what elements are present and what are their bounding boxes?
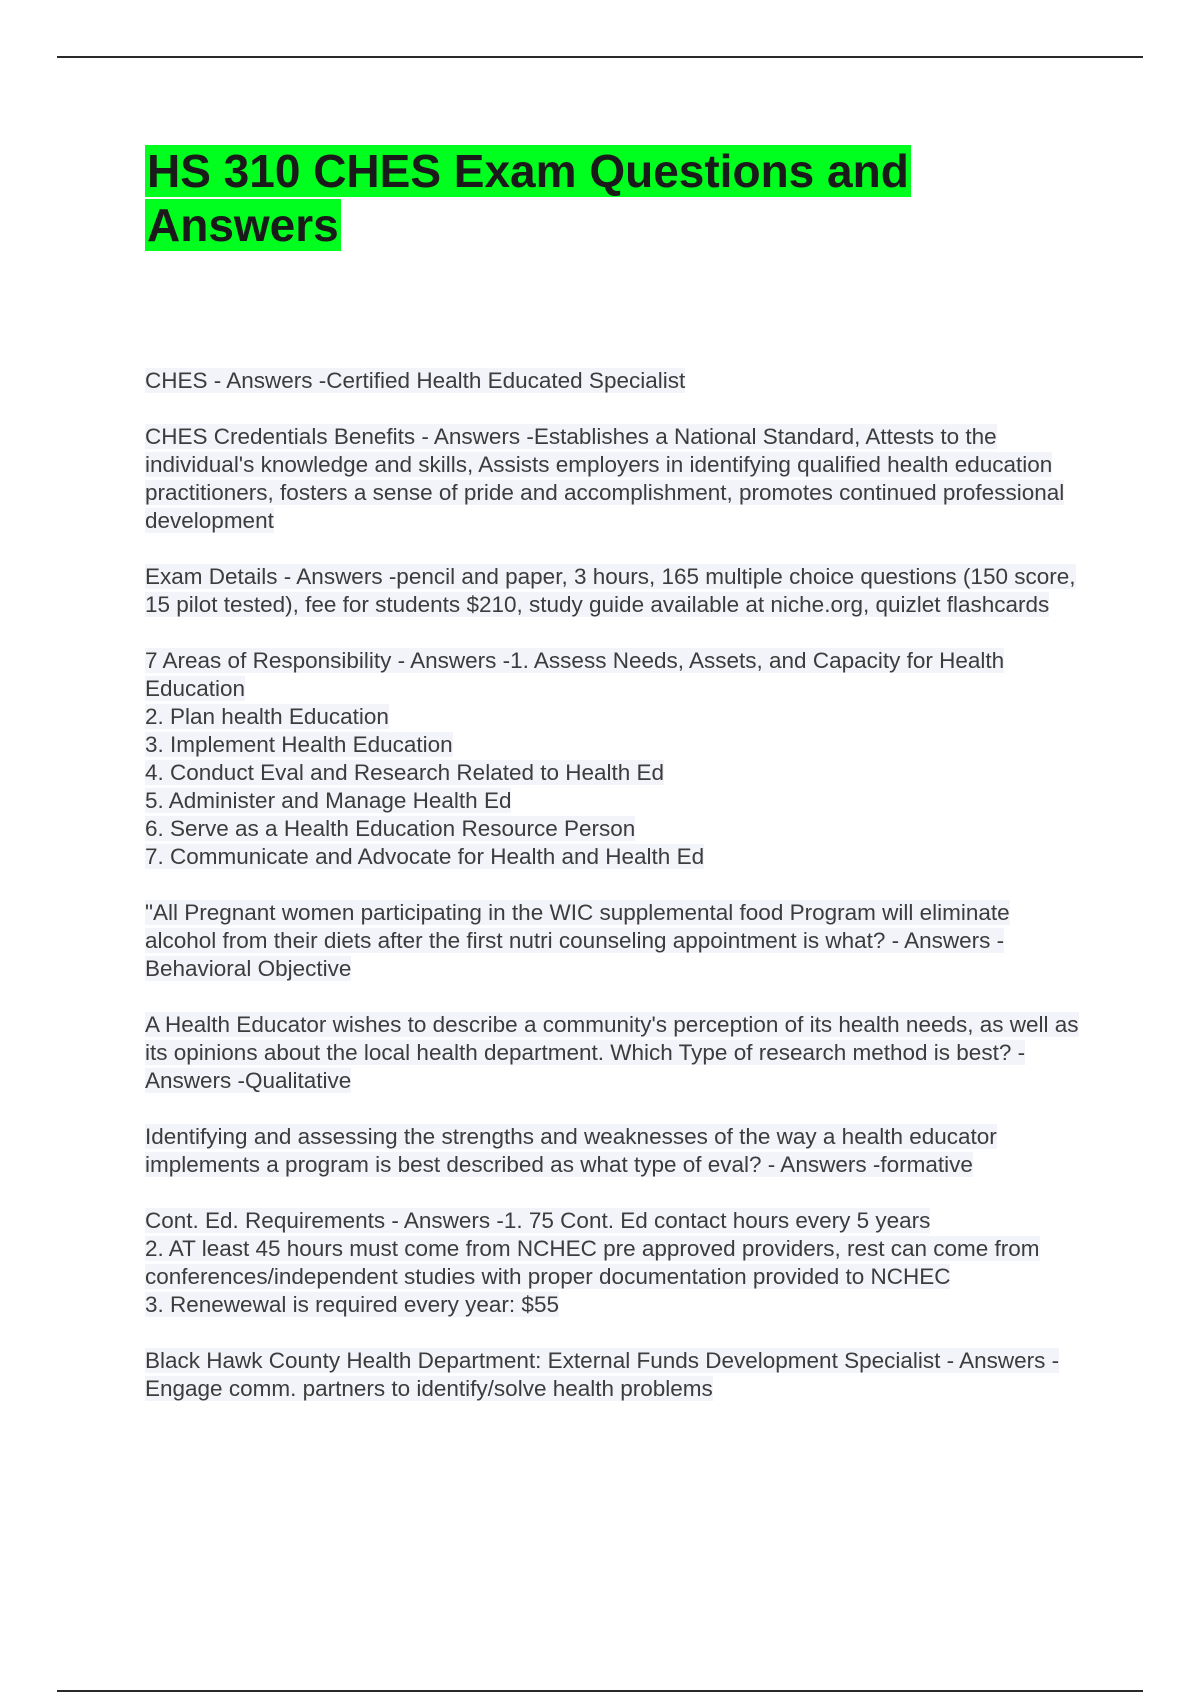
qa-item: CHES - Answers -Certified Health Educated Specialist [145, 368, 686, 393]
qa-item: Identifying and assessing the strengths and weaknesses of the way a health educator implements a program is best described as what type of eval? - Answers -formative [145, 1124, 997, 1177]
top-rule [57, 56, 1143, 58]
qa-item: Black Hawk County Health Department: External Funds Development Specialist - Answers -Engage comm. partners to identify/solve health problems [145, 1348, 1060, 1401]
qa-item: CHES Credentials Benefits - Answers -Establishes a National Standard, Attests to the individual's knowledge and skills, Assists employers in identifying qualified health education practitioners, fosters a sense of pride and accomplishment, promotes continued professional development [145, 424, 1065, 533]
qa-item: Exam Details - Answers -pencil and paper, 3 hours, 165 multiple choice questions (150 score, 15 pilot tested), fee for students $210, study guide available at niche.org, quizlet flashcards [145, 564, 1076, 617]
qa-item: A Health Educator wishes to describe a community's perception of its health needs, as well as its opinions about the local health department. Which Type of research method is best? - Answers -Qualitative [145, 1012, 1079, 1093]
qa-item: "All Pregnant women participating in the WIC supplemental food Program will eliminate alcohol from their diets after the first nutri counseling appointment is what? - Answers -Behavioral Objective [145, 900, 1010, 981]
qa-list [145, 367, 1080, 1431]
document-title [145, 144, 1085, 252]
qa-item: Cont. Ed. Requirements - Answers -1. 75 Cont. Ed contact hours every 5 years 2. AT least 45 hours must come from NCHEC pre approved providers, rest can come from conferences/independent studies with proper documentation provided to NCHEC 3. Renewewal is required every year: $55 [145, 1208, 1040, 1317]
qa-item: 7 Areas of Responsibility - Answers -1. Assess Needs, Assets, and Capacity for Health Education 2. Plan health Education 3. Implement Health Education 4. Conduct Eval and Research Related to Health Ed 5. Administer and Manage Health Ed 6. Serve as a Health Education Resource Person 7. Communicate and Advocate for Health and Health Ed [145, 648, 1005, 869]
document-title-text: HS 310 CHES Exam Questions and Answers [147, 145, 909, 251]
bottom-rule [57, 1690, 1143, 1692]
